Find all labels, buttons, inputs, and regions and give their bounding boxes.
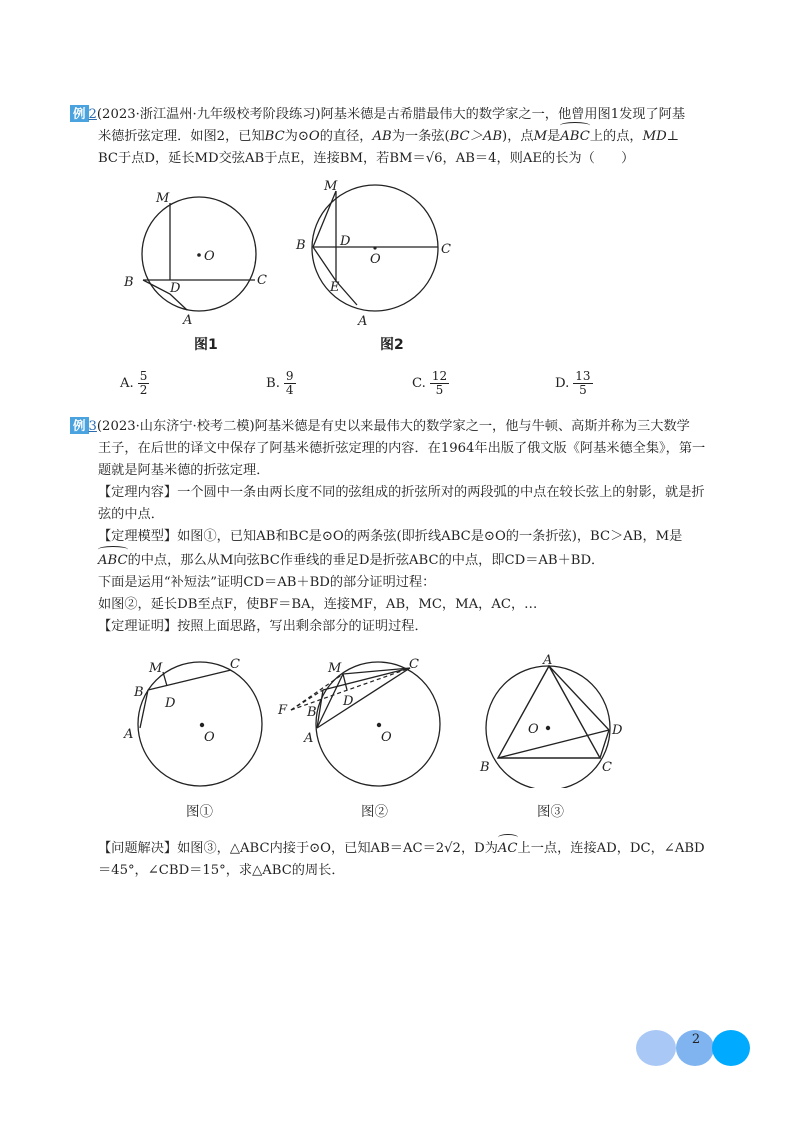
- ex3-text-11a: 【问题解决】如图③，△ABC内接于⊙O，已知AB＝AC＝2√2，D为: [98, 841, 498, 856]
- ex3-line6: 【定理模型】如图①，已知AB和BC是⊙O的两条弦(即折线ABC是⊙O的一条折弦)，BC＞AB，M是: [98, 529, 683, 544]
- ex2-text-2k: 是: [547, 129, 561, 144]
- fig1-label-m: M: [156, 191, 170, 206]
- fig1-caption: 图1: [194, 337, 218, 353]
- ex3-line4: 【定理内容】一个圆中一条由两长度不同的弦组成的折弦所对的两段弧的中点在较长弦上的射影，就是折: [98, 485, 705, 500]
- figC-label-d: D: [612, 723, 623, 738]
- ex2-var-o: O: [308, 129, 320, 144]
- figB-label-b: B: [307, 705, 317, 720]
- ex3-line2: 王子，在后世的译文中保存了阿基米德折弦定理的内容．在1964年出版了俄文版《阿基米德全集》，第一: [98, 441, 706, 456]
- fig1-center-dot: [197, 253, 201, 257]
- fig2-caption: 图2: [380, 337, 404, 353]
- figB-caption: 图②: [361, 804, 388, 820]
- ex2-perp: ⊥: [666, 129, 680, 144]
- fig2-label-d: D: [340, 234, 351, 249]
- ex3-text-1: (2023·山东济宁·校考二模)阿基米德是有史以来最伟大的数学家之一，他与牛顿、高斯并称为三大数学: [96, 419, 690, 434]
- fig1-label-c: C: [257, 273, 267, 288]
- ex2-text-1: (2023·浙江温州·九年级校考阶段练习)阿基米德是古希腊最伟大的数学家之一，他曾用图1发现了阿基: [96, 107, 686, 122]
- ex2-label: 例: [70, 105, 89, 122]
- figA-caption: 图①: [186, 804, 213, 820]
- figA-label-c: C: [230, 657, 240, 672]
- ex3-line11: [98, 838, 705, 860]
- fig2-label-b: B: [296, 238, 306, 253]
- option-b[interactable]: [266, 370, 296, 397]
- page-number: 2: [691, 1032, 701, 1047]
- figC-caption: 图③: [537, 804, 564, 820]
- page-dot-light: [636, 1030, 676, 1066]
- fig1-label-a: A: [183, 313, 193, 328]
- ex3-arc-abc: ABC: [98, 550, 128, 572]
- ex3-line10: 【定理证明】按照上面思路，写出剩余部分的证明过程．: [98, 619, 428, 634]
- figC-label-b: B: [480, 760, 490, 775]
- ex3-figure-1: [118, 650, 288, 790]
- ex3-label: 例: [70, 417, 89, 434]
- option-d[interactable]: [555, 370, 593, 397]
- fig1-label-b: B: [124, 275, 134, 290]
- figB-label-c: C: [409, 657, 419, 672]
- ex3-arc-ac: AC: [498, 838, 518, 860]
- ex2-line2: [98, 126, 679, 148]
- fig2-label-c: C: [441, 242, 451, 257]
- ex2-text-2c: 为⊙: [284, 129, 309, 144]
- ex3-text-11b: 上一点，连接AD，DC，∠ABD: [517, 841, 705, 856]
- option-a-num: 5: [139, 369, 148, 383]
- ex2-text-2e: 的直径，: [319, 129, 373, 144]
- figA-label-a: A: [124, 727, 134, 742]
- ex3-figure-3: [470, 648, 630, 788]
- ex3-text-7: 的中点，那么从M向弦BC作垂线的垂足D是折弦ABC的中点，即CD＝AB＋BD．: [127, 553, 605, 568]
- ex2-text-2l: 上的点，: [589, 129, 643, 144]
- fig2-center-dot: [373, 246, 376, 249]
- option-c-den: 5: [435, 383, 444, 397]
- figB-line-md: [343, 674, 347, 690]
- ex2-number[interactable]: 2: [88, 107, 97, 122]
- figC-label-c: C: [602, 760, 612, 775]
- fig2-label-e: E: [330, 280, 340, 295]
- ex3-line8: 下面是运用“补短法”证明CD＝AB＋BD的部分证明过程：: [98, 575, 436, 590]
- ex3-line7: [98, 550, 604, 572]
- ex2-line3: BC于点D，延长MD交弦AB于点E，连接BM，若BM＝√6，AB＝4，则AE的长为（ ）: [98, 151, 635, 166]
- option-a-den: 2: [139, 383, 148, 397]
- ex2-var-bc: BC: [264, 129, 285, 144]
- fig2-label-m: M: [324, 179, 338, 194]
- fig2-line-bm: [313, 191, 336, 247]
- ex2-var-ab: AB: [372, 129, 392, 144]
- option-b-num: 9: [285, 369, 294, 383]
- fig2-label-a: A: [358, 314, 368, 329]
- ex2-arc-abc: ABC: [560, 126, 590, 148]
- ex3-line1: [70, 416, 690, 438]
- option-a[interactable]: [120, 370, 149, 397]
- figA-label-o: O: [204, 730, 215, 745]
- ex3-number[interactable]: 3: [88, 419, 97, 434]
- figA-label-b: B: [134, 685, 144, 700]
- ex2-text-2i: )，点: [502, 129, 534, 144]
- figB-label-d: D: [343, 694, 354, 709]
- option-c-num: 12: [431, 369, 448, 383]
- option-d-num: 13: [575, 369, 591, 383]
- option-d-den: 5: [579, 383, 587, 397]
- figA-line-md: [163, 672, 167, 686]
- figB-label-o: O: [381, 730, 392, 745]
- ex2-line1: [70, 104, 685, 126]
- ex2-var-m: M: [533, 129, 548, 144]
- option-a-letter: A.: [120, 376, 134, 391]
- ex2-ineq: BC＞AB: [449, 129, 503, 144]
- ex3-line9: 如图②，延长DB至点F，使BF＝BA，连接MF，AB，MC，MA，AC，…: [98, 597, 538, 612]
- ex3-line12: ＝45°，∠CBD＝15°，求△ABC的周长．: [98, 863, 345, 878]
- option-b-den: 4: [285, 383, 294, 397]
- figA-circle: [138, 662, 262, 786]
- figC-label-o: O: [528, 722, 539, 737]
- ex3-line3: 题就是阿基米德的折弦定理．: [98, 463, 270, 478]
- figC-label-a: A: [543, 653, 553, 668]
- figB-center-dot: [377, 723, 381, 727]
- page-dot-blue: [712, 1030, 750, 1066]
- figC-triangle-abc: [498, 666, 600, 758]
- figB-label-f: F: [278, 703, 288, 718]
- ex3-line5: 弦的中点．: [98, 507, 164, 522]
- figB-label-m: M: [328, 661, 342, 676]
- option-c-letter: C.: [412, 376, 426, 391]
- figC-center-dot: [546, 726, 550, 730]
- option-d-letter: D.: [555, 376, 570, 391]
- fig1-label-o: O: [204, 249, 215, 264]
- option-b-letter: B.: [266, 376, 280, 391]
- ex2-text-2g: 为一条弦(: [391, 129, 450, 144]
- option-c[interactable]: [412, 370, 449, 397]
- ex2-figure-1: [110, 180, 290, 330]
- fig2-label-o: O: [370, 252, 381, 267]
- figA-center-dot: [200, 723, 204, 727]
- ex2-figure-2: [290, 175, 470, 335]
- fig1-label-d: D: [170, 281, 181, 296]
- ex2-text-2a: 米德折弦定理．如图2，已知: [98, 129, 265, 144]
- figA-label-m: M: [149, 661, 163, 676]
- ex3-figure-2: [275, 650, 455, 790]
- ex2-var-md: MD: [642, 129, 667, 144]
- figA-label-d: D: [165, 696, 176, 711]
- figB-label-a: A: [304, 731, 314, 746]
